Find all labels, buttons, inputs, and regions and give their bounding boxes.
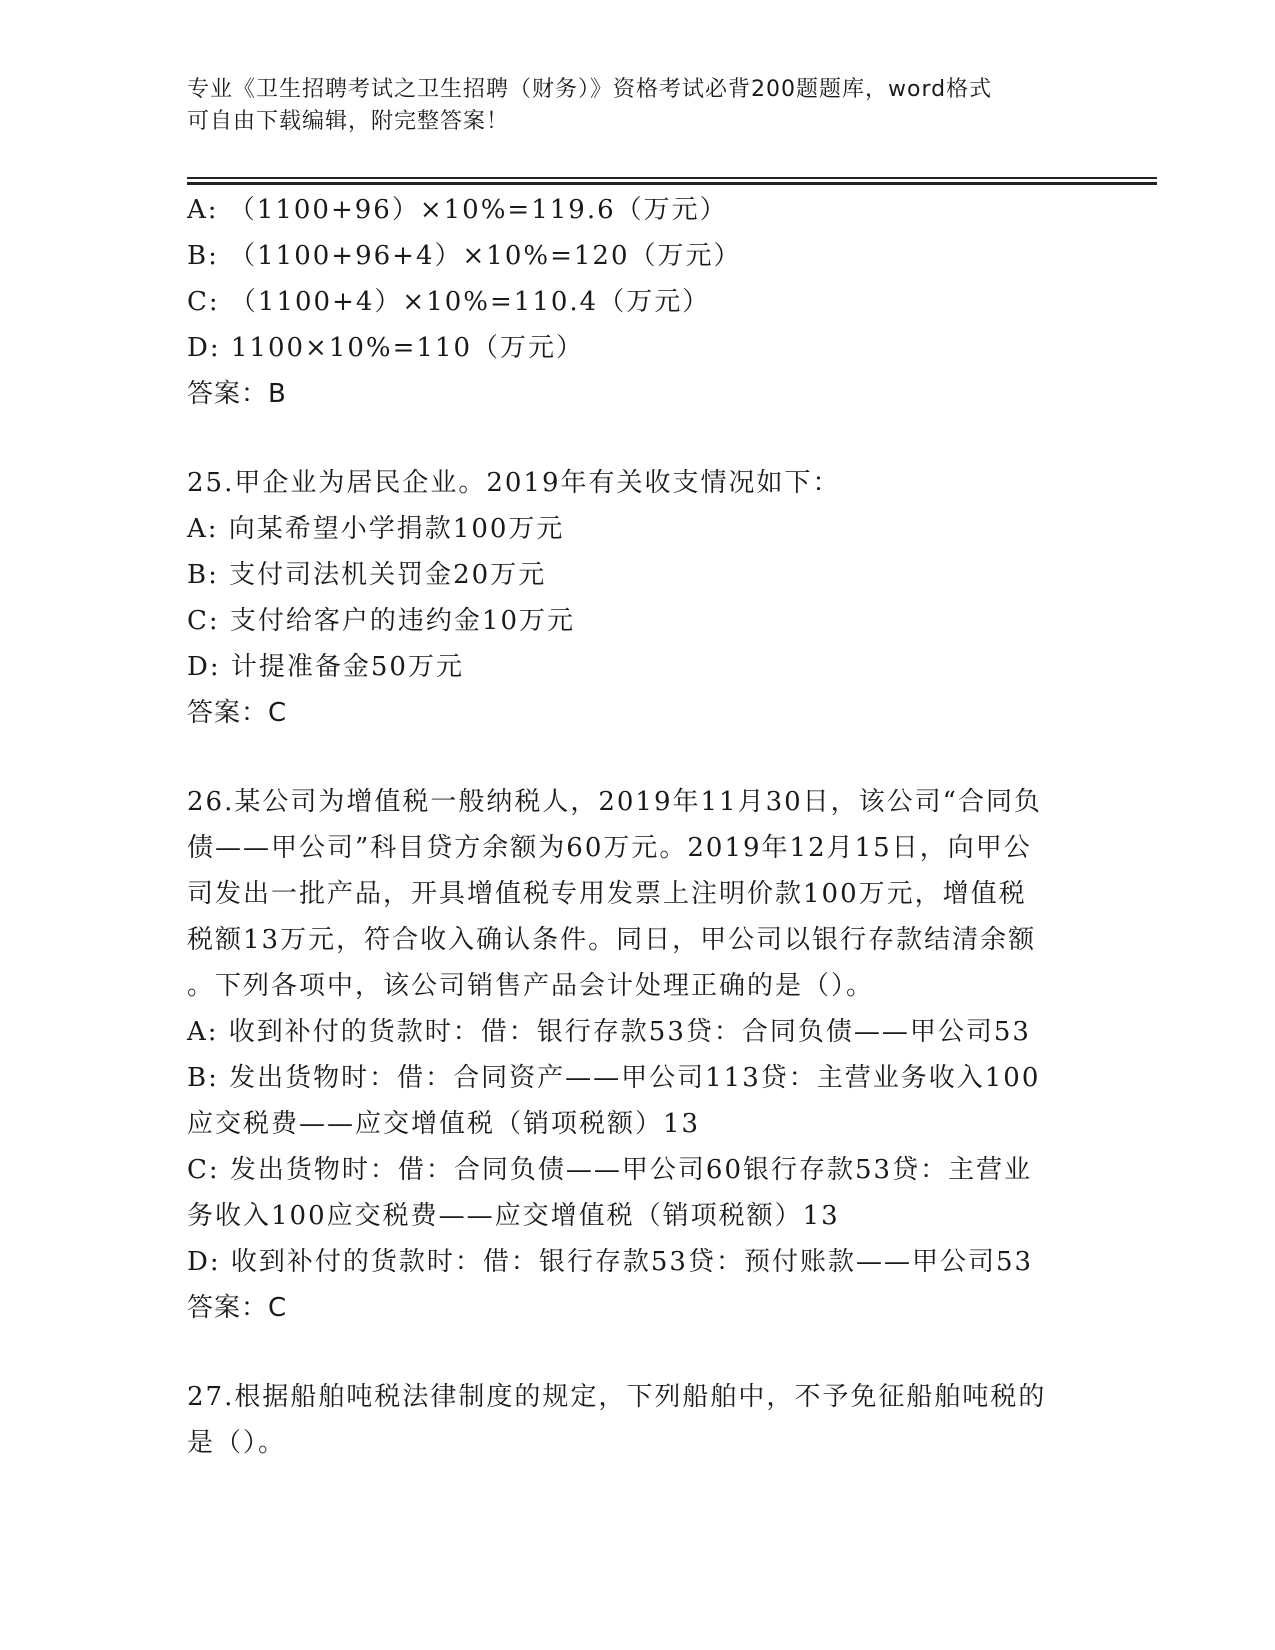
document-header (187, 74, 1067, 138)
question-24 (187, 187, 1087, 417)
option-c: C: 发出货物时：借：合同负债——甲公司60银行存款53贷：主营业 (187, 1155, 1033, 1185)
question-stem-line-1: 27.根据船舶吨税法律制度的规定，下列船舶中，不予免征船舶吨税的 (187, 1382, 1047, 1412)
option-d: D: 计提准备金50万元 (187, 652, 464, 682)
question-26 (187, 779, 1087, 1331)
option-a: A: 收到补付的货款时：借：银行存款53贷：合同负债——甲公司53 (187, 1017, 1031, 1047)
answer: 答案：C (187, 698, 288, 728)
header-divider-thick (187, 182, 1157, 185)
option-d: D: 收到补付的货款时：借：银行存款53贷：预付账款——甲公司53 (187, 1247, 1034, 1277)
option-b-continued: 应交税费——应交增值税（销项税额）13 (187, 1109, 701, 1139)
option-c: C: 支付给客户的违约金10万元 (187, 606, 576, 636)
answer: 答案：C (187, 1293, 288, 1323)
header-divider-thin (187, 177, 1157, 179)
option-a: A: （1100+96）×10%=119.6（万元） (187, 195, 728, 225)
header-line-1: 专业《卫生招聘考试之卫生招聘（财务）》资格考试必背200题题库，word格式 (187, 77, 993, 102)
document-body (187, 187, 1087, 1466)
header-line-2: 可自由下载编辑，附完整答案！ (187, 109, 510, 134)
option-b: B: 发出货物时：借：合同资产——甲公司113贷：主营业务收入100 (187, 1063, 1041, 1093)
option-b: B: （1100+96+4）×10%=120（万元） (187, 241, 742, 271)
option-c-continued: 务收入100应交税费——应交增值税（销项税额）13 (187, 1201, 840, 1231)
question-stem-line-3: 司发出一批产品，开具增值税专用发票上注明价款100万元，增值税 (187, 879, 1027, 909)
question-27 (187, 1374, 1087, 1466)
question-25 (187, 460, 1087, 736)
option-d: D: 1100×10%=110（万元） (187, 333, 585, 363)
question-stem-line-4: 税额13万元，符合收入确认条件。同日，甲公司以银行存款结清余额 (187, 925, 1037, 955)
question-stem-line-2: 债——甲公司”科目贷方余额为60万元。2019年12月15日，向甲公 (187, 833, 1032, 863)
question-stem-line-5: 。下列各项中，该公司销售产品会计处理正确的是（）。 (187, 971, 875, 1001)
question-stem-line-2: 是（）。 (187, 1428, 287, 1458)
option-a: A: 向某希望小学捐款100万元 (187, 514, 565, 544)
option-c: C: （1100+4）×10%=110.4（万元） (187, 287, 711, 317)
option-b: B: 支付司法机关罚金20万元 (187, 560, 547, 590)
question-stem: 25.甲企业为居民企业。2019年有关收支情况如下： (187, 468, 841, 498)
answer: 答案：B (187, 379, 287, 409)
question-stem-line-1: 26.某公司为增值税一般纳税人，2019年11月30日，该公司“合同负 (187, 787, 1042, 817)
